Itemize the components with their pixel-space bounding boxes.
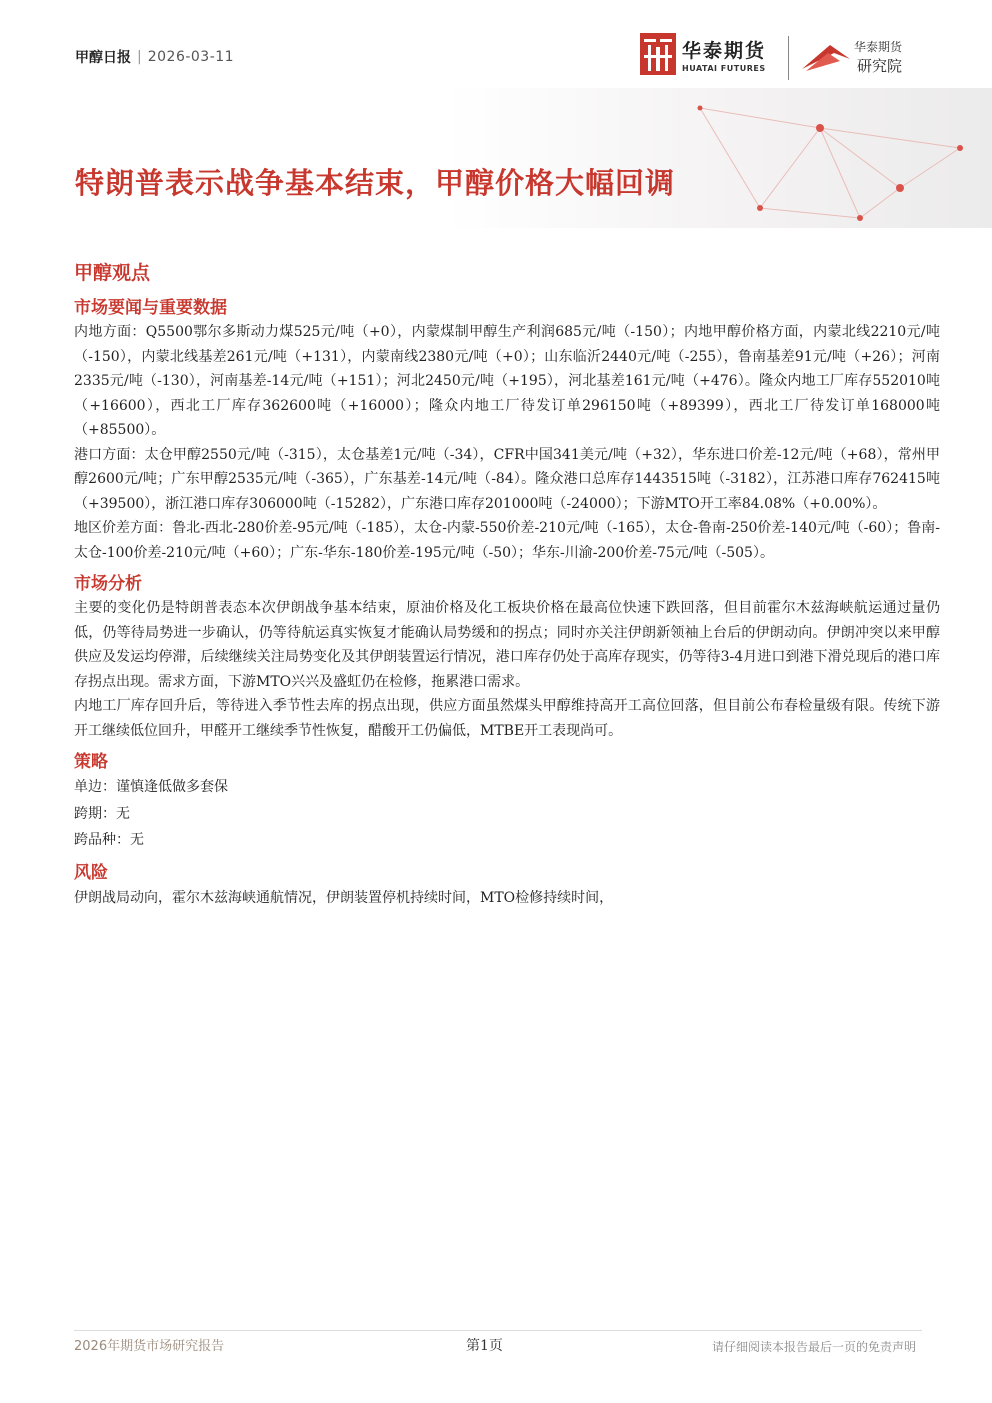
logo-divider [788,36,789,80]
header-separator: | [137,49,142,65]
footer-divider [74,1330,922,1331]
risk-text: 伊朗战局动向，霍尔木兹海峡通航情况，伊朗装置停机持续时间，MTO检修持续时间， [74,889,614,906]
news-paragraph-inland: 内地方面：Q5500鄂尔多斯动力煤525元/吨（+0），内蒙煤制甲醇生产利润685元/吨（-150）；内地甲醇价格方面，内蒙北线2210元/吨（-150），内蒙北线基差261元/吨（+131），内蒙南线2380元/吨（+0）；山东临沂2440元/吨（-255），鲁南基差91元/吨（+26）；河南2335元/吨（-130），河南基差-14元/吨（+151）；河北2450元/吨（+195），河北基差161元/吨（+476）。隆众内地工厂库存552010吨（+16600），西北工厂库存362600吨（+16000）；隆众内地工厂待发订单296150吨（+89399），西北工厂待发订单168000吨（+85500）。 [74,324,940,438]
huatai-logo [640,33,766,75]
report-type: 甲醇日报 [75,50,131,66]
network-decoration-icon [0,88,992,228]
report-header [75,47,234,67]
page-number: 第1页 [466,1338,503,1354]
report-body [74,258,940,911]
news-heading: 市场要闻与重要数据 [74,298,227,318]
institute-line1: 华泰期货 [854,40,903,54]
footer-report-label: 2026年期货市场研究报告 [74,1339,225,1354]
report-title: 特朗普表示战争基本结束，甲醇价格大幅回调 [75,166,676,200]
title-banner [0,88,992,228]
disclaimer-note: 请仔细阅读本报告最后一页的免责声明 [711,1340,916,1354]
news-paragraph-port: 港口方面：太仓甲醇2550元/吨（-315），太仓基差1元/吨（-34），CFR中国341美元/吨（+32），华东进口价差-12元/吨（+68），常州甲醇2600元/吨；广东甲醇2535元/吨（-365），广东基差-14元/吨（-84）。隆众港口总库存1443515吨（-3182），江苏港口库存762415吨（+39500），浙江港口库存306000吨（-15282），广东港口库存201000吨（-24000）；下游MTO开工率84.08%（+0.00%）。 [74,446,940,512]
institute-line2: 研究院 [857,57,903,75]
risk-heading: 风险 [74,862,108,883]
view-heading: 甲醇观点 [74,262,151,284]
logo-name-cn: 华泰期货 [682,39,767,62]
huatai-logo-icon [640,33,676,75]
strategy-single: 单边：谨慎逢低做多套保 [74,779,228,795]
logo-name-en: HUATAI FUTURES [682,63,766,73]
strategy-heading: 策略 [74,752,108,772]
strategy-calendar: 跨期：无 [74,805,130,822]
analysis-heading: 市场分析 [74,574,142,594]
analysis-paragraph-2: 内地工厂库存回升后，等待进入季节性去库的拐点出现，供应方面虽然煤头甲醇维持高开工高位回落，但目前公布春检量级有限。传统下游开工继续低位回升，甲醛开工继续季节性恢复，醋酸开工仍偏低，MTBE开工表现尚可。 [74,698,940,739]
report-date: 2026-03-11 [147,49,235,65]
analysis-paragraph-1: 主要的变化仍是特朗普表态本次伊朗战争基本结束，原油价格及化工板块价格在最高位快速下跌回落，但目前霍尔木兹海峡航运通过量仍低，仍等待局势进一步确认，仍等待航运真实恢复才能确认局势缓和的拐点；同时亦关注伊朗新领袖上台后的伊朗动向。伊朗冲突以来甲醇供应及发运均停滞，后续继续关注局势变化及其伊朗装置运行情况，港口库存仍处于高库存现实，仍等待3-4月进口到港下滑兑现后的港口库存拐点出现。需求方面，下游MTO兴兴及盛虹仍在检修，拖累港口需求。 [74,600,940,690]
strategy-cross: 跨品种：无 [74,832,144,848]
institute-logo [800,38,902,76]
news-paragraph-spread: 地区价差方面：鲁北-西北-280价差-95元/吨（-185），太仓-内蒙-550价差-210元/吨（-165），太仓-鲁南-250价差-140元/吨（-60）；鲁南-太仓-100价差-210元/吨（+60）；广东-华东-180价差-195元/吨（-50）；华东-川渝-200价差-75元/吨（-505）。 [74,520,940,561]
institute-swoosh-icon [800,39,852,75]
